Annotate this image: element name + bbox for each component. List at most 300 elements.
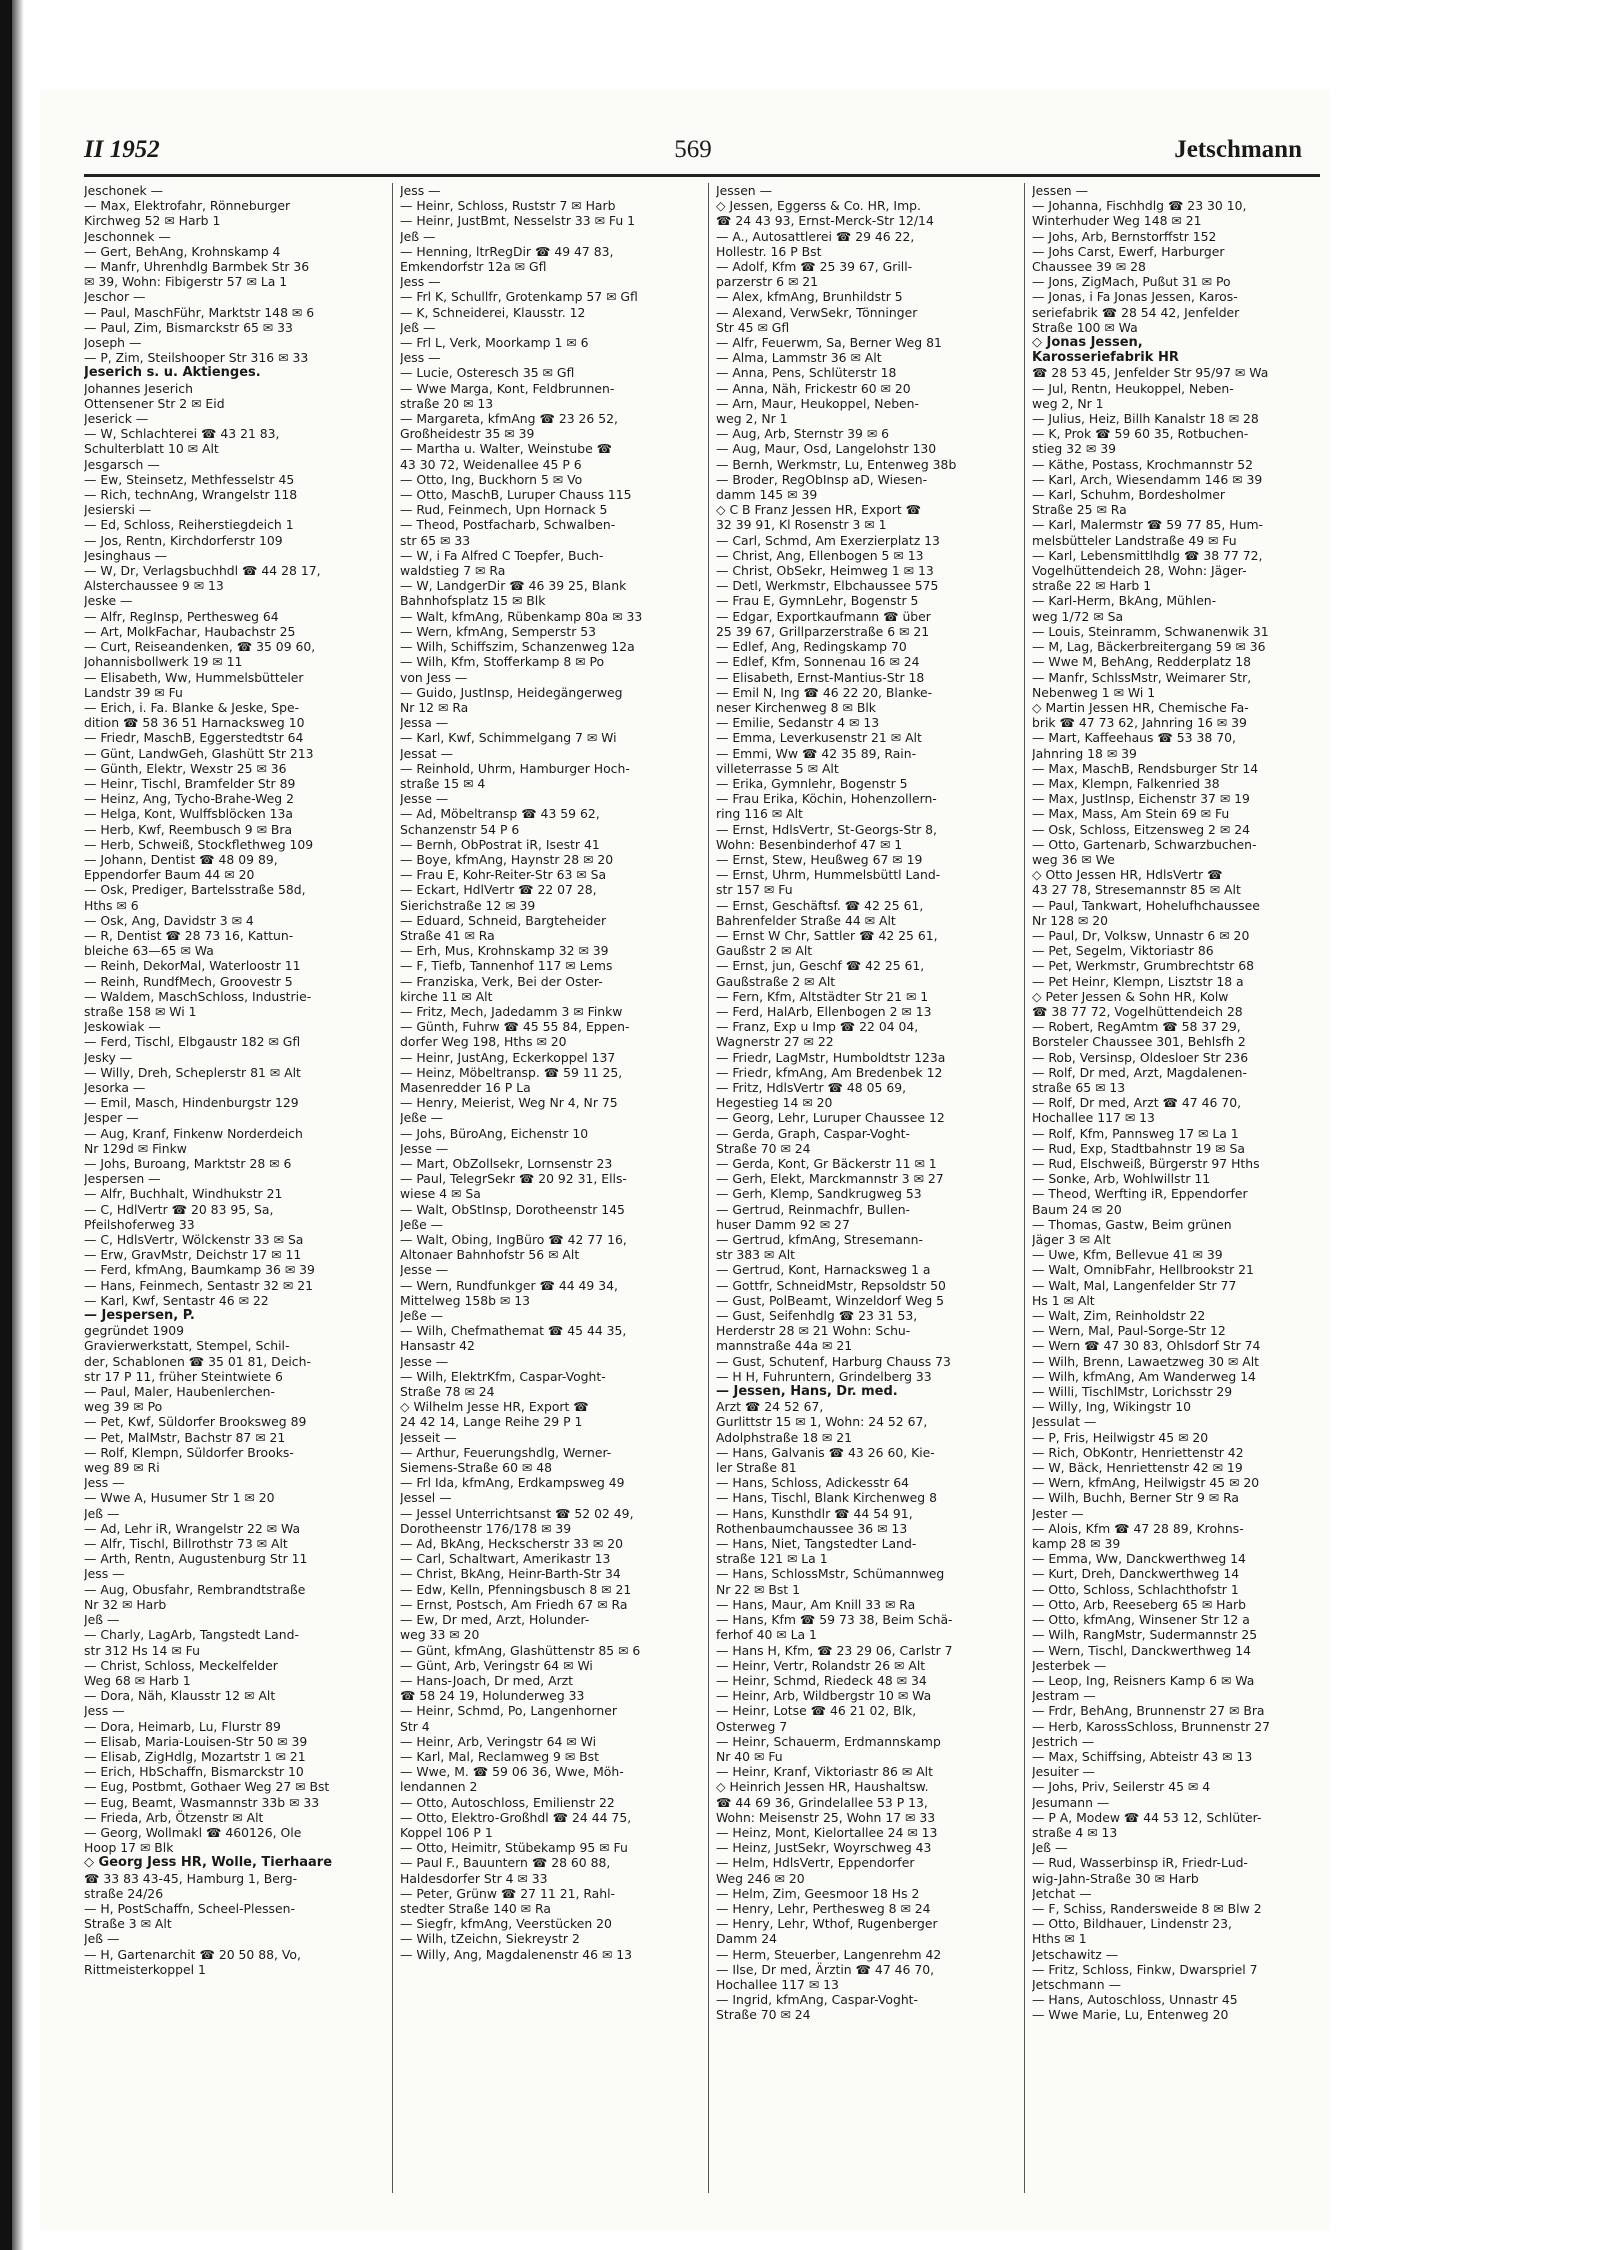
directory-entry: Weg 246 ✉ 20 <box>716 1870 805 1886</box>
directory-entry: — Hans, Maur, Am Knill 33 ✉ Ra <box>716 1596 916 1612</box>
directory-entry: Adolphstraße 18 ✉ 21 <box>716 1429 853 1445</box>
directory-entry: — Herb, Schweiß, Stockflethweg 109 <box>84 836 314 852</box>
directory-entry: — Otto, Bildhauer, Lindenstr 23, <box>1032 1916 1232 1932</box>
directory-entry: — Gertrud, kfmAng, Stresemann- <box>716 1232 923 1248</box>
directory-entry: Straße 100 ✉ Wa <box>1032 319 1138 335</box>
directory-entry: mannstraße 44a ✉ 21 <box>716 1338 853 1354</box>
directory-entry: — Henning, ltrRegDir ☎ 49 47 83, <box>400 243 614 259</box>
directory-entry: Mittelweg 158b ✉ 13 <box>400 1292 531 1308</box>
directory-entry: — Max, Klempn, Falkenried 38 <box>1032 775 1220 791</box>
directory-entry: — Ernst, Postsch, Am Friedh 67 ✉ Ra <box>400 1596 628 1612</box>
directory-entry: — Aug, Maur, Osd, Langelohstr 130 <box>716 441 937 457</box>
directory-entry: — Kurt, Dreh, Danckwerthweg 14 <box>1032 1566 1240 1582</box>
directory-entry: ◇ Heinrich Jessen HR, Haushaltsw. <box>716 1779 929 1795</box>
directory-entry: — Osk, Schloss, Eitzensweg 2 ✉ 24 <box>1032 821 1250 837</box>
directory-entry: — Georg, Lehr, Luruper Chaussee 12 <box>716 1110 945 1126</box>
directory-entry: — Henry, Meierist, Weg Nr 4, Nr 75 <box>400 1095 618 1111</box>
directory-entry: — Elisab, ZigHdlg, Mozartstr 1 ✉ 21 <box>84 1748 306 1764</box>
directory-entry: bleiche 63—65 ✉ Wa <box>84 943 214 959</box>
directory-entry: — Heinr, Kranf, Viktoriastr 86 ✉ Alt <box>716 1764 933 1780</box>
directory-entry: Herderstr 28 ✉ 21 Wohn: Schu- <box>716 1323 911 1339</box>
directory-entry: — Heinr, Tischl, Bramfelder Str 89 <box>84 775 296 791</box>
directory-entry: — Gertrud, Reinmachfr, Bullen- <box>716 1201 911 1217</box>
directory-entry: weg 39 ✉ Po <box>84 1399 163 1415</box>
directory-entry: Jesseit — <box>400 1429 457 1445</box>
directory-entry: — Louis, Steinramm, Schwanenwik 31 <box>1032 623 1269 639</box>
directory-entry: — Hans, Feinmech, Sentastr 32 ✉ 21 <box>84 1277 313 1293</box>
directory-entry: — Frau E, GymnLehr, Bogenstr 5 <box>716 593 919 609</box>
directory-entry: — Willy, Ing, Wikingstr 10 <box>1032 1399 1191 1415</box>
directory-entry: Gurlittstr 15 ✉ 1, Wohn: 24 52 67, <box>716 1414 928 1430</box>
directory-entry: — Otto, Gartenarb, Schwarzbuchen- <box>1032 836 1257 852</box>
directory-entry: — Emil, Masch, Hindenburgstr 129 <box>84 1095 299 1111</box>
directory-entry: Straße 70 ✉ 24 <box>716 2007 811 2023</box>
directory-entry: straße 24/26 <box>84 1885 164 1901</box>
directory-entry: — Erich, HbSchaffn, Bismarckstr 10 <box>84 1764 304 1780</box>
directory-entry: — Wilh, Kfm, Stofferkamp 8 ✉ Po <box>400 654 605 670</box>
directory-entry: — Otto, Schloss, Schlachthofstr 1 <box>1032 1581 1239 1597</box>
directory-entry: — Leop, Ing, Reisners Kamp 6 ✉ Wa <box>1032 1672 1255 1688</box>
directory-entry: — Otto, MaschB, Luruper Chauss 115 <box>400 487 632 503</box>
directory-entry: — Bernh, Werkmstr, Lu, Entenweg 38b <box>716 456 957 472</box>
directory-entry: — Karl, Mal, Reclamweg 9 ✉ Bst <box>400 1748 599 1764</box>
directory-entry: — Siegfr, kfmAng, Veerstücken 20 <box>400 1916 612 1932</box>
directory-entry: Jess — <box>400 350 441 366</box>
directory-entry: — Fritz, HdlsVertr ☎ 48 05 69, <box>716 1079 907 1095</box>
directory-entry: — Frl K, Schullfr, Grotenkamp 57 ✉ Gfl <box>400 289 638 305</box>
directory-entry: seriefabrik ☎ 28 54 42, Jenfelder <box>1032 304 1240 320</box>
directory-entry: — Reinh, DekorMal, Waterloostr 11 <box>84 958 301 974</box>
directory-entry: — Manfr, SchlssMstr, Weimarer Str, <box>1032 669 1252 685</box>
directory-entry: — Hans, SchlossMstr, Schümannweg <box>716 1566 945 1582</box>
directory-entry: — Wilh, kfmAng, Am Wanderweg 14 <box>1032 1368 1256 1384</box>
directory-entry: weg 89 ✉ Ri <box>84 1460 160 1476</box>
directory-entry: — Walt, OmnibFahr, Hellbrookstr 21 <box>1032 1262 1254 1278</box>
directory-entry: Nr 32 ✉ Harb <box>84 1596 167 1612</box>
directory-entry: — Käthe, Postass, Krochmannstr 52 <box>1032 456 1254 472</box>
directory-entry: — Wern, kfmAng, Heilwigstr 45 ✉ 20 <box>1032 1475 1260 1491</box>
directory-entry: Jess — <box>400 274 441 290</box>
directory-entry: Johannisbollwerk 19 ✉ 11 <box>84 654 243 670</box>
directory-entry: — Edlef, Ang, Redingskamp 70 <box>716 639 907 655</box>
directory-entry: damm 145 ✉ 39 <box>716 487 818 503</box>
directory-entry: Masenredder 16 P La <box>400 1079 531 1095</box>
directory-entry: Jetschawitz — <box>1032 1946 1119 1962</box>
directory-entry: — Rud, Elschweiß, Bürgerstr 97 Hths <box>1032 1156 1260 1171</box>
directory-entry: Nr 12 ✉ Ra <box>400 699 469 715</box>
directory-entry: — Hans, Niet, Tangstedter Land- <box>716 1536 917 1552</box>
directory-entry: — Martha u. Walter, Weinstube ☎ <box>400 441 613 457</box>
directory-entry: — Hans, Schloss, Adickesstr 64 <box>716 1475 910 1491</box>
directory-entry: — Frl L, Verk, Moorkamp 1 ✉ 6 <box>400 335 589 351</box>
directory-entry: Dorotheenstr 176/178 ✉ 39 <box>400 1520 572 1536</box>
directory-entry: — Wwe Marie, Lu, Entenweg 20 <box>1032 2007 1229 2023</box>
directory-entry: — Franziska, Verk, Bei der Oster- <box>400 973 603 989</box>
directory-entry: Hansastr 42 <box>400 1338 475 1354</box>
directory-entry: ☎ 44 69 36, Grindelallee 53 P 13, <box>716 1794 928 1810</box>
directory-entry: Sierichstraße 12 ✉ 39 <box>400 897 536 913</box>
directory-entry: Jeß — <box>84 1931 120 1947</box>
directory-entry: — Heinr, Vertr, Rolandstr 26 ✉ Alt <box>716 1657 926 1673</box>
directory-entry: — Wilh, Schiffszim, Schanzenweg 12a <box>400 639 635 655</box>
directory-entry: Jesky — <box>84 1049 133 1065</box>
directory-entry: — Heinr, Schauerm, Erdmannskamp <box>716 1733 941 1749</box>
directory-entry: — F, Tiefb, Tannenhof 117 ✉ Lems <box>400 958 613 974</box>
directory-entry: — Karl, Malermstr ☎ 59 77 85, Hum- <box>1032 517 1264 533</box>
directory-entry: Kirchweg 52 ✉ Harb 1 <box>84 213 221 229</box>
directory-entry: Jeße — <box>400 1110 444 1126</box>
directory-entry: — Willi, TischlMstr, Lorichsstr 29 <box>1032 1384 1233 1400</box>
directory-entry: Jesse — <box>400 1353 449 1369</box>
directory-columns <box>84 183 1324 2203</box>
directory-entry: — Otto, Ing, Buckhorn 5 ✉ Vo <box>400 471 583 487</box>
directory-entry: Jesinghaus — <box>84 547 167 563</box>
directory-entry: Jesuiter — <box>1032 1764 1095 1780</box>
directory-entry: — Curt, Reiseandenken, ☎ 35 09 60, <box>84 639 316 655</box>
directory-entry: str 383 ✉ Alt <box>716 1247 796 1263</box>
directory-entry: — Heinr, Lotse ☎ 46 21 02, Blk, <box>716 1703 917 1719</box>
directory-entry: — Robert, RegAmtm ☎ 58 37 29, <box>1032 1019 1241 1035</box>
directory-entry: — Arth, Rentn, Augustenburg Str 11 <box>84 1551 308 1567</box>
directory-entry: — Willy, Dreh, Scheplerstr 81 ✉ Alt <box>84 1064 301 1080</box>
directory-entry: Nr 22 ✉ Bst 1 <box>716 1581 800 1597</box>
directory-entry: — Ingrid, kfmAng, Caspar-Voght- <box>716 1992 919 2008</box>
directory-entry: — H H, Fuhruntern, Grindelberg 33 <box>716 1368 932 1384</box>
directory-entry: Jess — <box>84 1475 125 1491</box>
directory-entry: — Johanna, Fischhdlg ☎ 23 30 10, <box>1032 198 1247 214</box>
directory-entry: — Heinr, Arb, Wildbergstr 10 ✉ Wa <box>716 1688 932 1704</box>
directory-entry: — Mart, Kaffeehaus ☎ 53 38 70, <box>1032 730 1236 746</box>
directory-entry: — Elisabeth, Ernst-Mantius-Str 18 <box>716 669 925 685</box>
directory-entry: — Wilh, tZeichn, Siekreystr 2 <box>400 1931 580 1947</box>
directory-entry: Jeske — <box>84 593 133 609</box>
directory-entry: Jespersen — <box>84 1171 161 1187</box>
directory-entry: Jester — <box>1032 1505 1084 1521</box>
directory-entry: Jeschonek — <box>84 183 163 198</box>
directory-entry: — Heinz, Ang, Tycho-Brahe-Weg 2 <box>84 791 294 807</box>
running-head: Jetschmann <box>1174 136 1302 163</box>
directory-entry: ferhof 40 ✉ La 1 <box>716 1627 817 1643</box>
directory-entry: — Wilh, Chefmathemat ☎ 45 44 35, <box>400 1323 627 1339</box>
directory-entry: ◇ C B Franz Jessen HR, Export ☎ <box>716 502 922 518</box>
directory-entry: — Alfr, Buchhalt, Windhukstr 21 <box>84 1186 283 1202</box>
directory-entry: — Henry, Lehr, Wthof, Rugenberger <box>716 1916 938 1932</box>
directory-entry: Jeß — <box>400 319 436 335</box>
directory-entry: Bahrenfelder Straße 44 ✉ Alt <box>716 912 896 928</box>
column-1 <box>84 183 384 2193</box>
directory-entry: weg 1/72 ✉ Sa <box>1032 608 1124 624</box>
directory-entry: — Fern, Kfm, Altstädter Str 21 ✉ 1 <box>716 988 929 1004</box>
directory-entry: — Arthur, Feuerungshdlg, Werner- <box>400 1444 612 1460</box>
directory-entry: Emkendorfstr 12a ✉ Gfl <box>400 259 547 275</box>
directory-entry: — Jessen, Hans, Dr. med. <box>716 1384 898 1400</box>
directory-entry: Jestrich — <box>1032 1733 1095 1749</box>
directory-entry: — Rolf, Dr med, Arzt, Magdalenen- <box>1032 1064 1247 1080</box>
directory-entry: — Ernst, jun, Geschf ☎ 42 25 61, <box>716 958 925 974</box>
directory-entry: weg 33 ✉ 20 <box>400 1627 480 1643</box>
directory-entry: — Gust, Schutenf, Harburg Chauss 73 <box>716 1353 951 1369</box>
directory-entry: — Elisabeth, Ww, Hummelsbütteler <box>84 669 304 685</box>
directory-entry: — Ernst W Chr, Sattler ☎ 42 25 61, <box>716 927 938 943</box>
directory-entry: Jessen — <box>1032 183 1088 198</box>
directory-entry: — Carl, Schaltwart, Amerikastr 13 <box>400 1551 611 1567</box>
directory-entry: — Friedr, kfmAng, Am Bredenbek 12 <box>716 1064 943 1080</box>
directory-entry: Hollestr. 16 P Bst <box>716 243 822 259</box>
directory-entry: — P A, Modew ☎ 44 53 12, Schlüter- <box>1032 1809 1262 1825</box>
directory-entry: Rothenbaumchaussee 36 ✉ 13 <box>716 1520 908 1536</box>
directory-entry: — Christ, Ang, Ellenbogen 5 ✉ 13 <box>716 547 924 563</box>
directory-entry: — Ed, Schloss, Reiherstiegdeich 1 <box>84 517 294 533</box>
directory-entry: — Alois, Kfm ☎ 47 28 89, Krohns- <box>1032 1520 1244 1536</box>
directory-entry: — Helm, HdlsVertr, Eppendorfer <box>716 1855 915 1871</box>
directory-entry: — Wern ☎ 47 30 83, Ohlsdorf Str 74 <box>1032 1338 1261 1354</box>
directory-entry: — Emmi, Ww ☎ 42 35 89, Rain- <box>716 745 917 761</box>
directory-entry: — Dora, Heimarb, Lu, Flurstr 89 <box>84 1718 281 1734</box>
directory-entry: ◇ Otto Jessen HR, HdlsVertr ☎ <box>1032 867 1223 883</box>
directory-entry: Jessen — <box>716 183 772 198</box>
directory-entry: — Margareta, kfmAng ☎ 23 26 52, <box>400 411 618 427</box>
directory-entry: — Rud, Wasserbinsp iR, Friedr-Lud- <box>1032 1855 1248 1871</box>
directory-entry: straße 20 ✉ 13 <box>400 395 494 411</box>
directory-entry: — Günth, Fuhrw ☎ 45 55 84, Eppen- <box>400 1019 630 1035</box>
directory-entry: — Heinr, Schmd, Po, Langenhorner <box>400 1703 617 1719</box>
directory-entry: str 17 P 11, früher Steintwiete 6 <box>84 1368 283 1384</box>
directory-entry: — Heinr, Schmd, Riedeck 48 ✉ 34 <box>716 1672 927 1688</box>
directory-entry: Str 4 <box>400 1718 430 1734</box>
directory-entry: — Fritz, Mech, Jadedamm 3 ✉ Finkw <box>400 1003 623 1019</box>
directory-entry: — Otto, Autoschloss, Emilienstr 22 <box>400 1794 615 1810</box>
directory-entry: ◇ Martin Jessen HR, Chemische Fa- <box>1032 699 1249 715</box>
directory-entry: Koppel 106 P 1 <box>400 1824 493 1840</box>
directory-entry: Eppendorfer Baum 44 ✉ 20 <box>84 867 255 883</box>
directory-entry: — Johs, BüroAng, Eichenstr 10 <box>400 1125 589 1141</box>
directory-entry: — P, Fris, Heilwigstr 45 ✉ 20 <box>1032 1429 1209 1445</box>
directory-entry: — Heinr, JustAng, Eckerkoppel 137 <box>400 1049 616 1065</box>
scan-edge <box>0 0 12 2250</box>
directory-entry: — Johann, Dentist ☎ 48 09 89, <box>84 851 278 867</box>
column-divider <box>1024 183 1025 2193</box>
directory-entry: — Ferd, kfmAng, Baumkamp 36 ✉ 39 <box>84 1262 315 1278</box>
column-divider <box>708 183 709 2193</box>
directory-entry: — Franz, Exp u Imp ☎ 22 04 04, <box>716 1019 919 1035</box>
directory-entry: Siemens-Straße 60 ✉ 48 <box>400 1460 552 1476</box>
directory-entry: — A., Autosattlerei ☎ 29 46 22, <box>716 228 915 244</box>
directory-entry: — Günt, LandwGeh, Glashütt Str 213 <box>84 745 314 761</box>
directory-entry: — Gust, Seifenhdlg ☎ 23 31 53, <box>716 1308 918 1324</box>
directory-entry: — Rob, Versinsp, Oldesloer Str 236 <box>1032 1049 1249 1065</box>
directory-entry: villeterrasse 5 ✉ Alt <box>716 760 839 776</box>
directory-entry: ◇ Wilhelm Jesse HR, Export ☎ <box>400 1399 589 1415</box>
directory-entry: — Paul, MaschFühr, Marktstr 148 ✉ 6 <box>84 304 315 320</box>
directory-entry: — W, LandgerDir ☎ 46 39 25, Blank <box>400 578 627 594</box>
directory-entry: ☎ 28 53 45, Jenfelder Str 95/97 ✉ Wa <box>1032 365 1269 381</box>
directory-entry: — Reinh, RundfMech, Groovestr 5 <box>84 973 293 989</box>
directory-entry: — Anna, Pens, Schlüterstr 18 <box>716 365 897 381</box>
directory-entry: — Paul, Tankwart, Hohelufhchaussee <box>1032 897 1260 913</box>
directory-entry: — Edgar, Exportkaufmann ☎ über <box>716 608 931 624</box>
directory-entry: — Erw, GravMstr, Deichstr 17 ✉ 11 <box>84 1247 302 1263</box>
directory-entry: — Osk, Ang, Davidstr 3 ✉ 4 <box>84 912 254 928</box>
directory-entry: — Helga, Kont, Wulffsblöcken 13a <box>84 806 294 822</box>
directory-entry: Jeserick — <box>84 411 149 427</box>
directory-entry: Hs 1 ✉ Alt <box>1032 1292 1095 1308</box>
directory-entry: Jeschonnek — <box>84 228 171 244</box>
directory-entry: — Guido, JustInsp, Heidegängerweg <box>400 684 623 700</box>
directory-entry: — Heinr, JustBmt, Nesselstr 33 ✉ Fu 1 <box>400 213 636 229</box>
directory-entry: — Henry, Lehr, Perthesweg 8 ✉ 24 <box>716 1900 931 1916</box>
directory-entry: — Paul, Zim, Bismarckstr 65 ✉ 33 <box>84 319 293 335</box>
directory-entry: — Jespersen, P. <box>84 1308 195 1324</box>
directory-entry: — Emma, Ww, Danckwerthweg 14 <box>1032 1551 1246 1567</box>
directory-entry: — Günth, Elektr, Wexstr 25 ✉ 36 <box>84 760 287 776</box>
directory-entry: — Alfr, Tischl, Billrothstr 73 ✉ Alt <box>84 1536 288 1552</box>
directory-entry: — Pet, Segelm, Viktoriastr 86 <box>1032 943 1214 959</box>
directory-entry: ☎ 58 24 19, Holunderweg 33 <box>400 1688 585 1704</box>
directory-entry: — Ernst, HdlsVertr, St-Georgs-Str 8, <box>716 821 937 837</box>
directory-entry: — Gertrud, Kont, Harnacksweg 1 a <box>716 1262 931 1278</box>
directory-entry: Hochallee 117 ✉ 13 <box>1032 1110 1155 1126</box>
directory-entry: — Rud, Exp, Stadtbahnstr 19 ✉ Sa <box>1032 1140 1245 1156</box>
directory-entry: Jesse — <box>400 1262 449 1278</box>
directory-entry: straße 15 ✉ 4 <box>400 775 486 791</box>
directory-entry: Arzt ☎ 24 52 67, <box>716 1399 824 1415</box>
volume-year: II 1952 <box>84 136 160 163</box>
directory-entry: — M, Lag, Bäckerbreitergang 59 ✉ 36 <box>1032 639 1266 655</box>
directory-entry: — K, Prok ☎ 59 60 35, Rotbuchen- <box>1032 426 1249 442</box>
directory-entry: — W, Schlachterei ☎ 43 21 83, <box>84 426 280 442</box>
directory-entry: Gaußstr 2 ✉ Alt <box>716 943 813 959</box>
directory-entry: — Gert, BehAng, Krohnskamp 4 <box>84 243 281 259</box>
directory-entry: Hegestieg 14 ✉ 20 <box>716 1095 833 1111</box>
directory-entry: — Pet, Werkmstr, Grumbrechtstr 68 <box>1032 958 1255 974</box>
directory-entry: — Eckart, HdlVertr ☎ 22 07 28, <box>400 882 597 898</box>
directory-entry: — Pet, Kwf, Süldorfer Brooksweg 89 <box>84 1414 307 1430</box>
directory-entry: Jesterbek — <box>1032 1657 1107 1673</box>
directory-entry: — Boye, kfmAng, Haynstr 28 ✉ 20 <box>400 851 614 867</box>
directory-entry: wiese 4 ✉ Sa <box>400 1186 481 1202</box>
directory-entry: ler Straße 81 <box>716 1460 797 1476</box>
directory-entry: — Ew, Dr med, Arzt, Holunder- <box>400 1612 590 1628</box>
directory-entry: — Günt, kfmAng, Glashüttenstr 85 ✉ 6 <box>400 1642 641 1658</box>
directory-entry: Jessel — <box>400 1490 452 1506</box>
directory-entry: — Dora, Näh, Klausstr 12 ✉ Alt <box>84 1688 276 1704</box>
directory-entry: — Karl, Lebensmittlhdlg ☎ 38 77 72, <box>1032 547 1263 563</box>
directory-entry: — Anna, Näh, Frickestr 60 ✉ 20 <box>716 380 911 396</box>
directory-entry: — Willy, Ang, Magdalenenstr 46 ✉ 13 <box>400 1946 633 1962</box>
directory-entry: — W, Dr, Verlagsbuchhdl ☎ 44 28 17, <box>84 563 321 579</box>
directory-entry: Alsterchaussee 9 ✉ 13 <box>84 578 224 594</box>
directory-entry: Wagnerstr 27 ✉ 22 <box>716 1034 834 1050</box>
directory-entry: Weg 68 ✉ Harb 1 <box>84 1672 191 1688</box>
directory-entry: — Wilh, Buchh, Berner Str 9 ✉ Ra <box>1032 1490 1240 1506</box>
directory-entry: — Hans, Kfm ☎ 59 73 38, Beim Schä- <box>716 1612 953 1628</box>
directory-entry: — Ernst, Uhrm, Hummelsbüttl Land- <box>716 867 941 883</box>
directory-entry: — Otto, Heimitr, Stübekamp 95 ✉ Fu <box>400 1840 628 1856</box>
directory-entry: Wohn: Besenbinderhof 47 ✉ 1 <box>716 836 903 852</box>
directory-entry: Straße 78 ✉ 24 <box>400 1384 495 1400</box>
directory-entry: — Detl, Werkmstr, Elbchaussee 575 <box>716 578 939 594</box>
directory-entry: Haldesdorfer Str 4 ✉ 33 <box>400 1870 548 1886</box>
directory-entry: — Alfr, Feuerwm, Sa, Berner Weg 81 <box>716 335 942 351</box>
directory-entry: Hths ✉ 1 <box>1032 1931 1087 1947</box>
directory-entry: weg 2, Nr 1 <box>1032 395 1104 411</box>
directory-entry: — Wern, Mal, Paul-Sorge-Str 12 <box>1032 1323 1226 1339</box>
directory-entry: parzerstr 6 ✉ 21 <box>716 274 819 290</box>
directory-entry: Jesse — <box>400 791 449 807</box>
directory-entry: — Johs, Buroang, Marktstr 28 ✉ 6 <box>84 1156 292 1171</box>
directory-entry: — Otto, Arb, Reeseberg 65 ✉ Harb <box>1032 1596 1247 1612</box>
directory-entry: Hths ✉ 6 <box>84 897 139 913</box>
directory-entry: — Jos, Rentn, Kirchdorferstr 109 <box>84 532 283 548</box>
directory-entry: — Wwe A, Husumer Str 1 ✉ 20 <box>84 1490 275 1506</box>
directory-entry: kamp 28 ✉ 39 <box>1032 1536 1121 1552</box>
directory-entry: — Rolf, Kfm, Pannsweg 17 ✉ La 1 <box>1032 1125 1239 1141</box>
directory-entry: Gaußstraße 2 ✉ Alt <box>716 973 836 989</box>
directory-entry: ring 116 ✉ Alt <box>716 806 803 822</box>
directory-entry: straße 158 ✉ Wi 1 <box>84 1003 197 1019</box>
directory-entry: — Ad, Möbeltransp ☎ 43 59 62, <box>400 806 600 822</box>
directory-entry: 43 27 78, Stresemannstr 85 ✉ Alt <box>1032 882 1241 898</box>
directory-entry: Pfeilshoferweg 33 <box>84 1216 195 1232</box>
directory-entry: Jeß — <box>400 228 436 244</box>
directory-entry: Hochallee 117 ✉ 13 <box>716 1976 839 1992</box>
directory-entry: weg 36 ✉ We <box>1032 851 1115 867</box>
directory-entry: — Friedr, LagMstr, Humboldtstr 123a <box>716 1049 946 1065</box>
directory-entry: ✉ 39, Wohn: Fibigerstr 57 ✉ La 1 <box>84 274 288 290</box>
directory-entry: — Walt, kfmAng, Rübenkamp 80a ✉ 33 <box>400 608 643 624</box>
directory-entry: — Alexand, VerwSekr, Tönninger <box>716 304 918 320</box>
directory-entry: — Heinr, Arb, Veringstr 64 ✉ Wi <box>400 1733 597 1749</box>
directory-entry: — Emilie, Sedanstr 4 ✉ 13 <box>716 715 880 731</box>
directory-entry: Winterhuder Weg 148 ✉ 21 <box>1032 213 1202 229</box>
directory-entry: — Frdr, BehAng, Brunnenstr 27 ✉ Bra <box>1032 1703 1265 1719</box>
directory-entry: — F, Schiss, Randersweide 8 ✉ Blw 2 <box>1032 1900 1262 1916</box>
directory-entry: — Johs Carst, Ewerf, Harburger <box>1032 243 1225 259</box>
directory-entry: melsbütteler Landstraße 49 ✉ Fu <box>1032 532 1237 548</box>
directory-entry: — Aug, Arb, Sternstr 39 ✉ 6 <box>716 426 890 442</box>
directory-entry: — Adolf, Kfm ☎ 25 39 67, Grill- <box>716 259 913 275</box>
directory-entry: Straße 70 ✉ 24 <box>716 1140 811 1156</box>
directory-entry: neser Kirchenweg 8 ✉ Blk <box>716 699 876 715</box>
directory-entry: — Rud, Feinmech, Upn Hornack 5 <box>400 502 608 518</box>
directory-entry: Schanzenstr 54 P 6 <box>400 821 520 837</box>
directory-entry: — Ad, BkAng, Heckscherstr 33 ✉ 20 <box>400 1536 623 1552</box>
scan-shadow <box>12 0 24 2250</box>
directory-entry: straße 121 ✉ La 1 <box>716 1551 828 1567</box>
directory-entry: Str 45 ✉ Gfl <box>716 319 790 335</box>
directory-entry: — Hans-Joach, Dr med, Arzt <box>400 1672 574 1688</box>
directory-entry: — Wilh, Brenn, Lawaetzweg 30 ✉ Alt <box>1032 1353 1260 1369</box>
column-4 <box>1032 183 1332 2193</box>
directory-entry: Jesper — <box>84 1110 139 1126</box>
directory-entry: — Herb, KarossSchloss, Brunnenstr 27 <box>1032 1718 1271 1734</box>
directory-entry: — Gerh, Klemp, Sandkrugweg 53 <box>716 1186 922 1202</box>
directory-entry: str 157 ✉ Fu <box>716 882 793 898</box>
directory-entry: — R, Dentist ☎ 28 73 16, Kattun- <box>84 927 294 943</box>
directory-entry: gegründet 1909 <box>84 1323 184 1339</box>
directory-entry: — Edw, Kelln, Pfenningsbusch 8 ✉ 21 <box>400 1581 632 1597</box>
directory-entry: — Edlef, Kfm, Sonnenau 16 ✉ 24 <box>716 654 920 670</box>
directory-entry: — Mart, ObZollsekr, Lornsenstr 23 <box>400 1156 613 1171</box>
directory-entry: — Rolf, Dr med, Arzt ☎ 47 46 70, <box>1032 1095 1242 1111</box>
directory-entry: ◇ Georg Jess HR, Wolle, Tierhaare <box>84 1855 333 1871</box>
directory-entry: — Manfr, Uhrenhdlg Barmbek Str 36 <box>84 259 310 275</box>
directory-entry: lendannen 2 <box>400 1779 478 1795</box>
directory-entry: — Karl, Schuhm, Bordesholmer <box>1032 487 1225 503</box>
directory-entry: — Walt, Obing, IngBüro ☎ 42 77 16, <box>400 1232 627 1248</box>
directory-entry: — Christ, Schloss, Meckelfelder <box>84 1657 278 1673</box>
directory-entry: — Wwe, M. ☎ 59 06 36, Wwe, Möh- <box>400 1764 624 1780</box>
